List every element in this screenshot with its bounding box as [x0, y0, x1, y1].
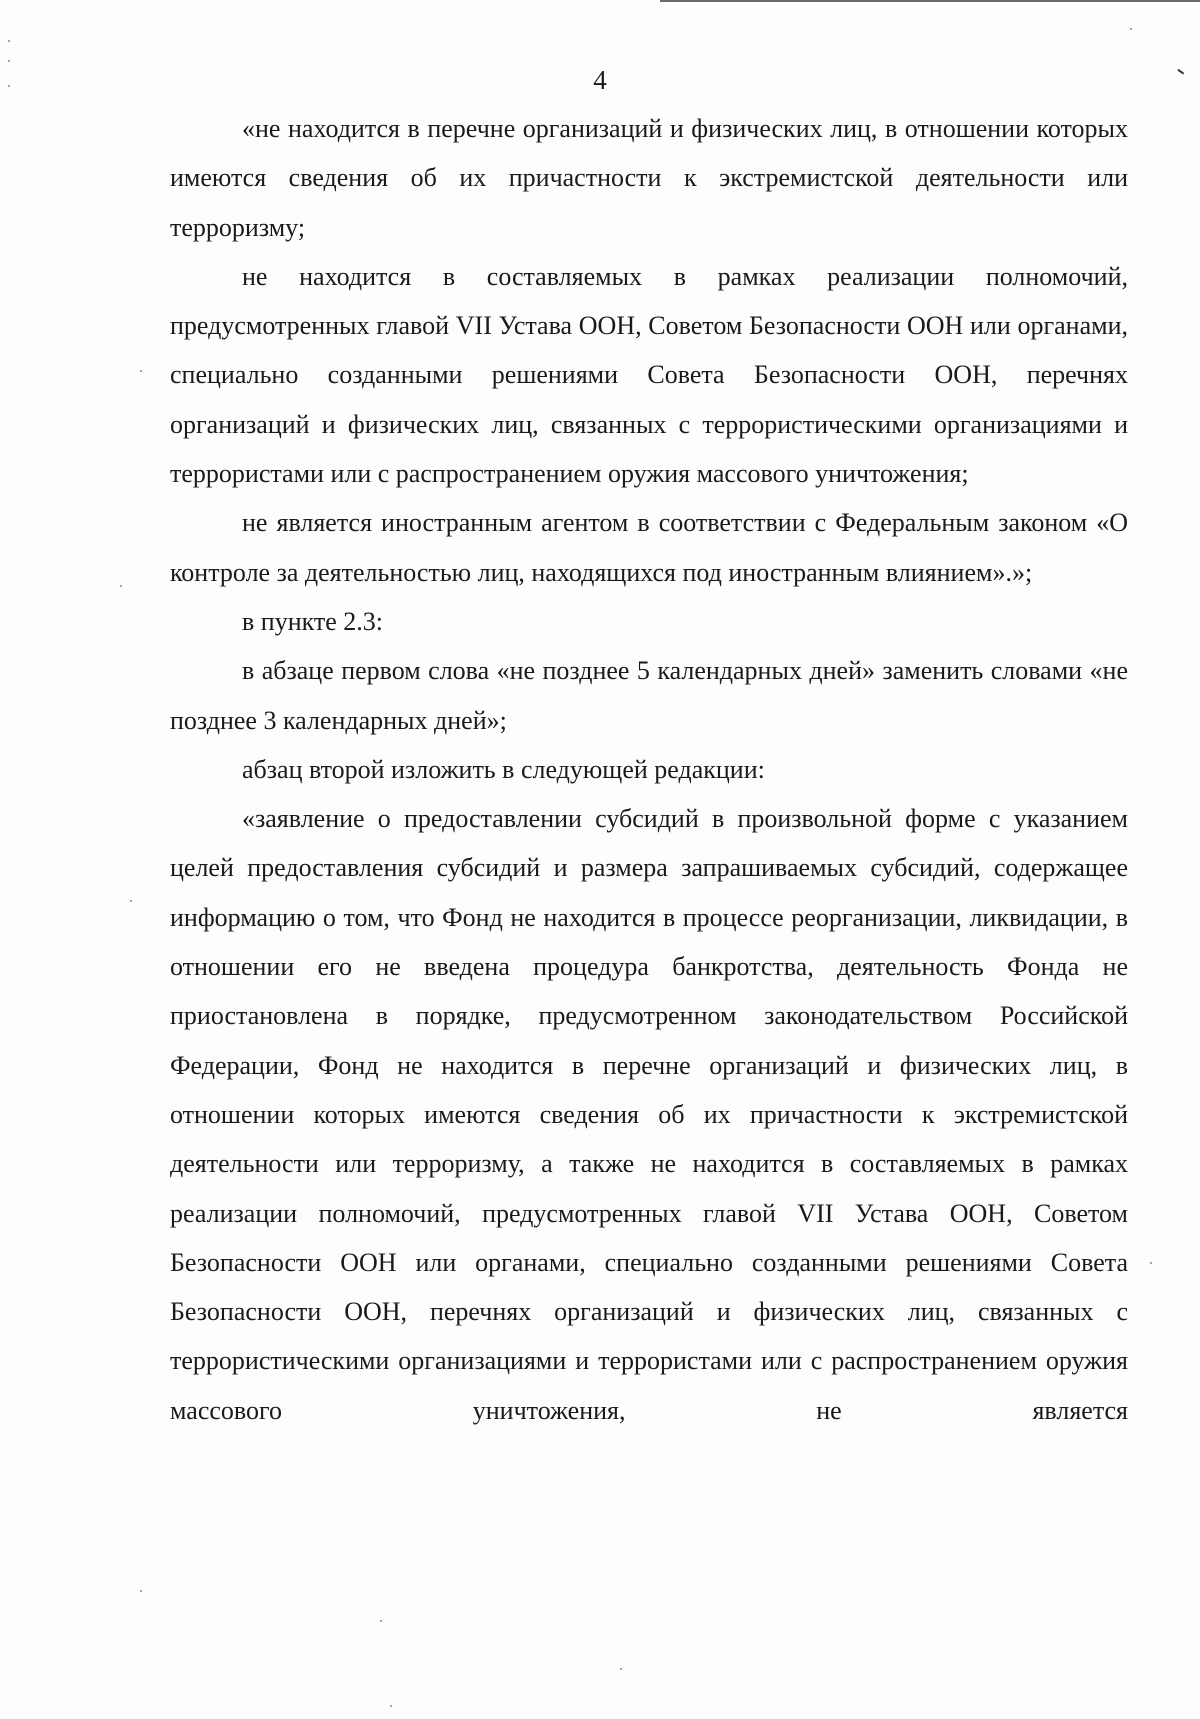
scan-speck: [1150, 1262, 1152, 1264]
paragraph-4: в пункте 2.3:: [242, 606, 384, 636]
paragraph-3: не является иностранным агентом в соответствии с Федеральным законом «О контроле за деятельностью лиц, находящихся под иностранным влиянием».»;: [170, 508, 1128, 587]
scan-speck: [8, 40, 10, 42]
paragraph-2: не находится в составляемых в рамках реализации полномочий, предусмотренных главой VII Устава ООН, Советом Безопасности ООН или органами, специально созданными решениями Совета Безопасности ООН, перечнях организаций и физических лиц, связанных с террористическими организациями и террористами или с распространением оружия массового уничтожения;: [170, 261, 1128, 489]
scan-speck: [120, 585, 122, 587]
document-body: [170, 104, 1128, 1435]
paragraph-6: абзац второй изложить в следующей редакции:: [242, 754, 765, 784]
scan-speck: [380, 1620, 382, 1622]
paragraph-1: «не находится в перечне организаций и физических лиц, в отношении которых имеются сведения об их причастности к экстремистской деятельности или терроризму;: [170, 114, 1128, 242]
scan-speck: [130, 900, 132, 902]
scan-speck: [140, 370, 142, 372]
paragraph-5: в абзаце первом слова «не позднее 5 календарных дней» заменить словами «не позднее 3 календарных дней»;: [170, 656, 1128, 735]
scan-speck: [140, 1590, 142, 1592]
paragraph-7: «заявление о предоставлении субсидий в произвольной форме с указанием целей предоставления субсидий и размера запрашиваемых субсидий, содержащее информацию о том, что Фонд не находится в процессе реорганизации, ликвидации, в отношении его не введена процедура банкротства, деятельность Фонда не приостановлена в порядке, предусмотренном законодательством Российской Федерации, Фонд не находится в перечне организаций и физических лиц, в отношении которых имеются сведения об их причастности к экстремистской деятельности или терроризму, а также не находится в составляемых в рамках реализации полномочий, предусмотренных главой VII Устава ООН, Советом Безопасности ООН или органами, специально созданными решениями Совета Безопасности ООН, перечнях организаций и физических лиц, связанных с террористическими организациями и террористами или с распространением оружия массового уничтожения, не является: [170, 804, 1128, 1425]
scan-speck: [8, 85, 10, 87]
scan-speck: [620, 1668, 622, 1670]
scan-speck: [1130, 28, 1132, 30]
scan-speck: [390, 1705, 392, 1707]
page-number: 4: [593, 65, 607, 95]
scan-speck: [8, 60, 10, 62]
top-edge-rule: [660, 0, 1200, 2]
